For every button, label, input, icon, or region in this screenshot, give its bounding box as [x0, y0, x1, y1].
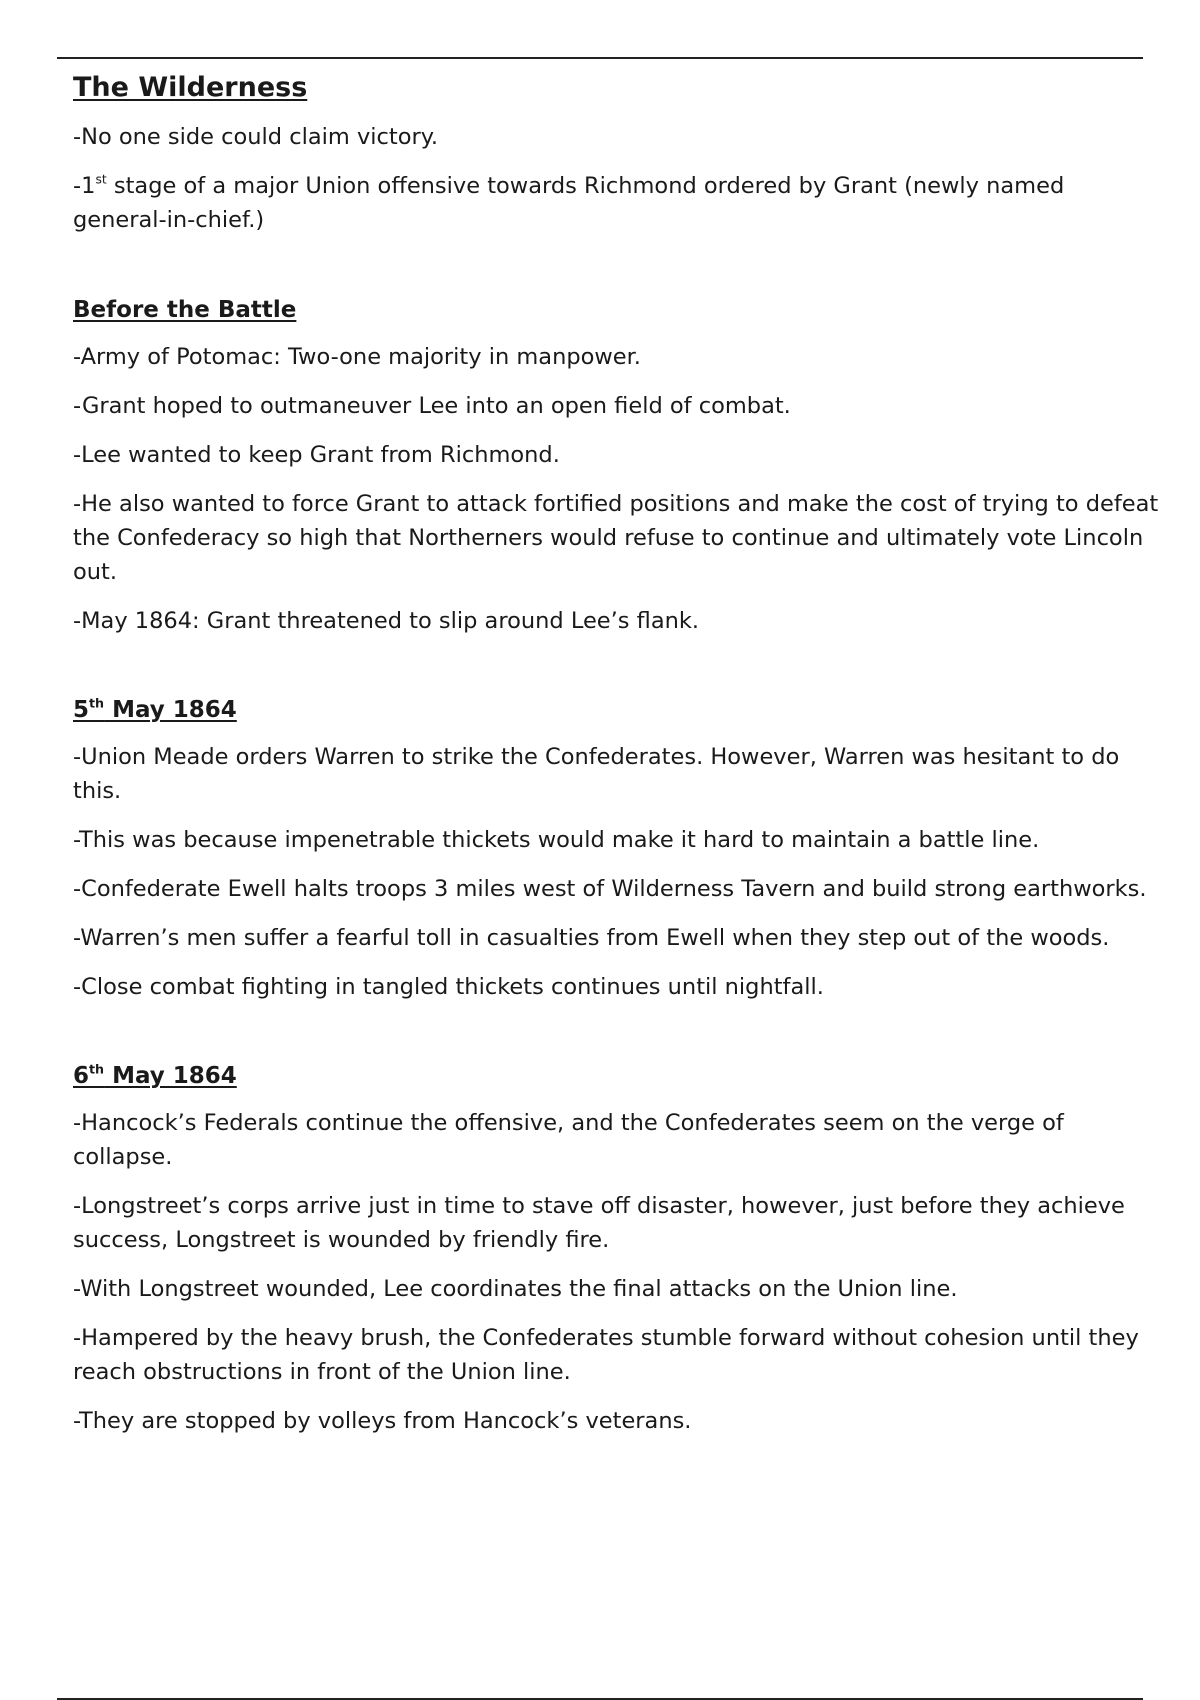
list-item: -Lee wanted to keep Grant from Richmond.: [73, 442, 560, 468]
list-item: -Hampered by the heavy brush, the Confederates stumble forward without cohesion until they reach obstructions in front of the Union line.: [73, 1325, 1139, 1385]
list-item: -Army of Potomac: Two-one majority in manpower.: [73, 344, 641, 370]
list-item: -Grant hoped to outmaneuver Lee into an open field of combat.: [73, 393, 791, 419]
top-rule: [57, 57, 1143, 59]
list-item: -May 1864: Grant threatened to slip around Lee’s flank.: [73, 608, 700, 634]
heading-text: 6: [73, 1063, 90, 1089]
section-heading: Before the Battle: [73, 297, 297, 323]
list-item: -Hancock’s Federals continue the offensive, and the Confederates seem on the verge of collapse.: [73, 1110, 1064, 1170]
list-item: -He also wanted to force Grant to attack fortified positions and make the cost of trying to defeat the Confederacy so high that Northerners would refuse to continue and ultimately vote Lincoln out.: [73, 491, 1159, 585]
intro-paragraph: -No one side could claim victory.: [73, 124, 438, 150]
list-item: -This was because impenetrable thickets would make it hard to maintain a battle line.: [73, 827, 1040, 853]
section-intro: [73, 70, 1163, 237]
list-item: -They are stopped by volleys from Hancock’s veterans.: [73, 1408, 692, 1434]
heading-text: May 1864: [104, 697, 237, 723]
heading-text: May 1864: [104, 1063, 237, 1089]
intro-text: stage of a major Union offensive towards Richmond ordered by Grant (newly named general-in-chief.): [73, 173, 1065, 233]
section-may-5: [73, 694, 1163, 1004]
document-title: The Wilderness: [73, 72, 308, 103]
intro-text: -1: [73, 173, 96, 199]
ordinal-suffix: th: [89, 695, 105, 711]
list-item: -Longstreet’s corps arrive just in time to stave off disaster, however, just before they achieve success, Longstreet is wounded by friendly fire.: [73, 1193, 1125, 1253]
ordinal-suffix: th: [89, 1061, 105, 1077]
list-item: -Close combat fighting in tangled thickets continues until nightfall.: [73, 974, 824, 1000]
list-item: -Union Meade orders Warren to strike the Confederates. However, Warren was hesitant to do this.: [73, 744, 1120, 804]
section-before-battle: [73, 294, 1163, 638]
intro-paragraph: [73, 169, 1163, 237]
section-may-6: [73, 1060, 1163, 1438]
section-heading: [73, 694, 1163, 726]
ordinal-suffix: st: [95, 172, 107, 187]
document-body: [73, 70, 1163, 1494]
list-item: -Warren’s men suffer a fearful toll in casualties from Ewell when they step out of the woods.: [73, 925, 1110, 951]
list-item: -Confederate Ewell halts troops 3 miles west of Wilderness Tavern and build strong earthworks.: [73, 876, 1147, 902]
list-item: -With Longstreet wounded, Lee coordinates the final attacks on the Union line.: [73, 1276, 958, 1302]
section-heading: [73, 1060, 1163, 1092]
heading-text: 5: [73, 697, 90, 723]
